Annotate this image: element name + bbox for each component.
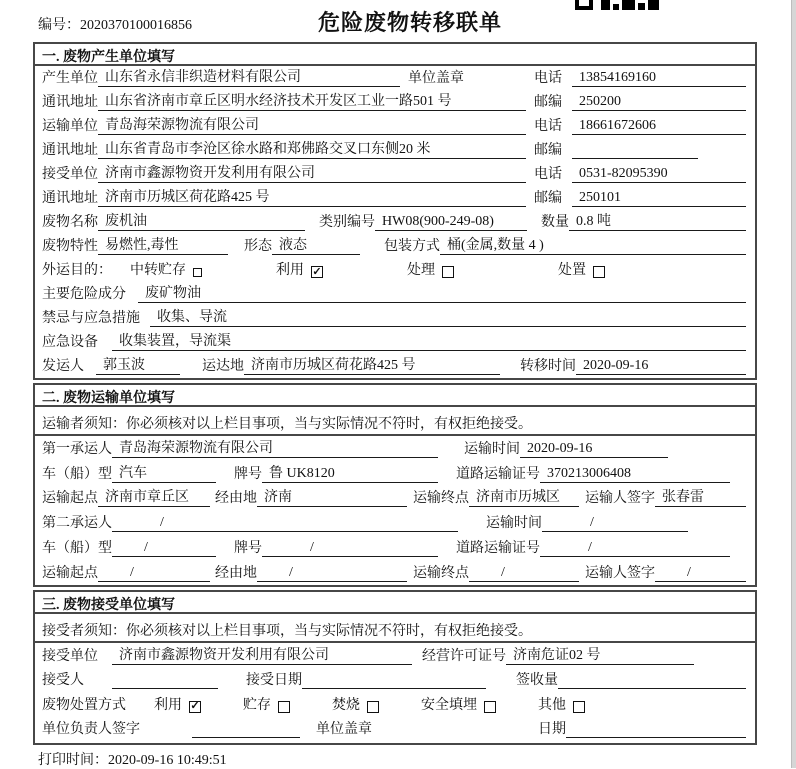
purpose-transfer-label: 中转贮存: [130, 263, 186, 278]
packaging-label: 包装方式: [384, 239, 440, 254]
row-second-route: [35, 560, 755, 585]
waste-character-value: 易燃性,毒性: [98, 237, 228, 255]
row-transport-purpose: [35, 258, 755, 282]
transfer-time-value: 2020-09-16: [576, 357, 746, 375]
second-plate-value: /: [262, 539, 438, 557]
producer-address-value: 山东省济南市章丘区明水经济技术开发区工业一路501 号: [98, 93, 526, 111]
waste-name-label: 废物名称: [42, 215, 98, 230]
origin-label: 运输起点: [42, 491, 98, 507]
emergency-equipment-value: 收集装置，导流渠: [112, 333, 746, 351]
waste-name-value: 废机油: [98, 213, 305, 231]
carrier-signature-label: 运输人签字: [585, 565, 655, 581]
shipper-label: 发运人: [42, 359, 84, 374]
transport-time-label: 运输时间: [464, 441, 520, 457]
plate-number-label: 牌号: [234, 540, 262, 556]
main-hazard-label: 主要危险成分: [42, 287, 126, 302]
disposal-other-checkbox: [573, 701, 585, 713]
serial-number-value: 2020370100016856: [80, 18, 192, 33]
row-first-route: [35, 486, 755, 511]
origin-label: 运输起点: [42, 565, 98, 581]
main-hazard-value: 废矿物油: [138, 285, 746, 303]
section-transporter-title: 二. 废物运输单位填写: [35, 385, 755, 407]
row-receiver-unit: [35, 162, 755, 186]
plate-number-label: 牌号: [234, 466, 262, 482]
second-carrier-time-value: /: [542, 514, 688, 532]
carrier-signature-label: 运输人签字: [585, 491, 655, 507]
responsible-signature-label: 单位负责人签字: [42, 722, 140, 737]
row-shipper: [35, 354, 755, 378]
first-vehicle-type-value: 汽车: [112, 465, 216, 483]
second-via-value: /: [257, 564, 407, 582]
row-recipient: [35, 668, 755, 693]
serial-number: [38, 14, 192, 34]
license-number-label: 经营许可证号: [422, 648, 506, 664]
zip-label: 邮编: [534, 191, 562, 206]
zip-label: 邮编: [534, 95, 562, 110]
emergency-equipment-label: 应急设备: [42, 335, 98, 350]
row-emergency-equipment: [35, 330, 755, 354]
section-producer-title: 一. 废物产生单位填写: [35, 44, 755, 66]
date-value: [566, 721, 746, 738]
row-disposal-method: [35, 692, 755, 717]
taboo-measures-label: 禁忌与应急措施: [42, 311, 140, 326]
road-permit-label: 道路运输证号: [456, 466, 540, 482]
purpose-transfer-checkbox: [193, 268, 202, 277]
print-time: [38, 749, 227, 769]
row-first-vehicle: [35, 461, 755, 486]
row-first-carrier: [35, 436, 755, 461]
print-time-value: 2020-09-16 10:49:51: [108, 753, 227, 768]
receiver-unit-label: 接受单位: [42, 167, 98, 182]
category-code-label: 类别编号: [319, 215, 375, 230]
second-permit-value: /: [540, 539, 730, 557]
transfer-time-label: 转移时间: [520, 359, 576, 374]
second-carrier-signature-value: /: [655, 564, 746, 582]
unit-seal-label: 单位盖章: [316, 722, 372, 737]
disposal-store-checkbox: [278, 701, 290, 713]
transporter-unit-value: 青岛海荣源物流有限公司: [98, 117, 526, 135]
road-permit-label: 道路运输证号: [456, 540, 540, 556]
purpose-use-checkbox: ✓: [312, 265, 322, 278]
license-number-value: 济南危证02 号: [506, 647, 694, 665]
form-label: 形态: [244, 239, 272, 254]
first-carrier-value: 青岛海荣源物流有限公司: [112, 440, 438, 458]
phone-label: 电话: [534, 167, 562, 182]
packaging-value: 桶(金属,数量 4 ): [440, 237, 746, 255]
disposal-landfill-checkbox: [484, 701, 496, 713]
disposal-use-checkbox: ✓: [190, 700, 200, 712]
disposal-other-label: 其他: [538, 697, 566, 713]
row-transporter-address: [35, 138, 755, 162]
row-waste-name: [35, 210, 755, 234]
destination-value: 济南市历城区荷花路425 号: [244, 357, 500, 375]
address-label: 通讯地址: [42, 143, 98, 158]
destination-label: 运达地: [202, 359, 244, 374]
purpose-treat-checkbox: [442, 266, 454, 278]
producer-unit-label: 产生单位: [42, 71, 98, 86]
zip-label: 邮编: [534, 143, 562, 158]
shipper-value: 郭玉波: [96, 357, 180, 375]
producer-phone-value: 13854169160: [572, 69, 746, 87]
row-producer-unit: [35, 66, 755, 90]
transporter-unit-label: 运输单位: [42, 119, 98, 134]
via-label: 经由地: [215, 565, 257, 581]
transporter-phone-value: 18661672606: [572, 117, 746, 135]
first-permit-value: 370213006408: [540, 465, 730, 483]
disposal-store-label: 贮存: [243, 697, 271, 713]
row-second-vehicle: [35, 535, 755, 560]
receiver-zip-value: 250101: [572, 189, 746, 207]
date-label: 日期: [538, 722, 566, 737]
purpose-dispose-checkbox: [593, 266, 605, 278]
section-receiver-title: 三. 废物接受单位填写: [35, 592, 755, 614]
receive-date-value: [302, 672, 486, 689]
purpose-label: 外运目的：: [42, 263, 112, 278]
second-vehicle-type-value: /: [112, 539, 216, 557]
row-receiver-address: [35, 186, 755, 210]
purpose-treat-label: 处理: [407, 263, 435, 278]
receive-date-label: 接受日期: [246, 673, 302, 688]
category-code-value: HW08(900-249-08): [375, 213, 527, 231]
signed-amount-value: [558, 672, 746, 689]
row-responsible-signature: [35, 717, 755, 742]
vehicle-type-label: 车（船）型: [42, 466, 112, 482]
transporter-address-value: 山东省青岛市李沧区徐水路和郑佛路交叉口东侧20 米: [98, 141, 526, 159]
disposal-burn-checkbox: [367, 701, 379, 713]
row-producer-address: [35, 90, 755, 114]
taboo-measures-value: 收集、导流: [150, 309, 746, 327]
form-value: 液态: [272, 237, 360, 255]
disposal-burn-label: 焚烧: [332, 697, 360, 713]
via-label: 经由地: [215, 491, 257, 507]
signed-amount-label: 签收量: [516, 673, 558, 688]
receiver-unit-value: 济南市鑫源物资开发利用有限公司: [98, 165, 526, 183]
section-transporter: [33, 383, 757, 587]
first-plate-value: 鲁 UK8120: [262, 465, 438, 483]
address-label: 通讯地址: [42, 95, 98, 110]
purpose-use-label: 利用: [276, 263, 304, 278]
vehicle-type-label: 车（船）型: [42, 540, 112, 556]
serial-number-label: 编号：: [38, 18, 80, 33]
phone-label: 电话: [534, 71, 562, 86]
endpoint-label: 运输终点: [413, 491, 469, 507]
phone-label: 电话: [534, 119, 562, 134]
row-taboo-measures: [35, 306, 755, 330]
recipient-value: [112, 672, 218, 689]
address-label: 通讯地址: [42, 191, 98, 206]
transport-time-label: 运输时间: [486, 516, 542, 532]
section-producer: [33, 42, 757, 380]
waste-character-label: 废物特性: [42, 239, 98, 254]
endpoint-label: 运输终点: [413, 565, 469, 581]
disposal-landfill-label: 安全填埋: [421, 697, 477, 713]
recipient-label: 接受人: [42, 673, 84, 688]
row-second-carrier: [35, 510, 755, 535]
row-main-hazard: [35, 282, 755, 306]
unit-seal-label: 单位盖章: [408, 71, 464, 86]
section-receiver: [33, 590, 757, 745]
transporter-zip-value: [572, 142, 698, 159]
receiving-unit-label: 接受单位: [42, 648, 98, 664]
row-receiving-unit: [35, 643, 755, 668]
disposal-method-label: 废物处置方式: [42, 697, 126, 713]
quantity-value: 0.8 吨: [569, 213, 746, 231]
receiver-notice: 接受者须知：你必须核对以上栏目事项，当与实际情况不符时，有权拒绝接受。: [35, 614, 755, 643]
row-waste-character: [35, 234, 755, 258]
first-via-value: 济南: [257, 489, 407, 507]
first-endpoint-value: 济南市历城区: [469, 489, 579, 507]
receiver-phone-value: 0531-82095390: [572, 165, 746, 183]
row-transporter-unit: [35, 114, 755, 138]
producer-unit-value: 山东省永信非织造材料有限公司: [98, 69, 400, 87]
print-time-label: 打印时间：: [38, 753, 108, 768]
receiving-unit-value: 济南市鑫源物资开发利用有限公司: [112, 647, 412, 665]
receiver-address-value: 济南市历城区荷花路425 号: [98, 189, 526, 207]
page-title: 危险废物转移联单: [318, 10, 503, 35]
responsible-signature-value: [192, 721, 300, 738]
qr-code-fragment-icon: [575, 0, 659, 10]
quantity-label: 数量: [541, 215, 569, 230]
transporter-notice: 运输者须知：你必须核对以上栏目事项，当与实际情况不符时，有权拒绝接受。: [35, 407, 755, 436]
first-origin-value: 济南市章丘区: [98, 489, 210, 507]
first-carrier-signature-value: 张春雷: [655, 489, 746, 507]
first-carrier-label: 第一承运人: [42, 441, 112, 457]
first-carrier-time-value: 2020-09-16: [520, 440, 668, 458]
second-origin-value: /: [98, 564, 210, 582]
disposal-use-label: 利用: [154, 697, 182, 713]
second-endpoint-value: /: [469, 564, 579, 582]
second-carrier-label: 第二承运人: [42, 516, 112, 532]
producer-zip-value: 250200: [572, 93, 746, 111]
scrollbar[interactable]: [791, 0, 796, 768]
purpose-dispose-label: 处置: [558, 263, 586, 278]
second-carrier-value: /: [112, 514, 458, 532]
